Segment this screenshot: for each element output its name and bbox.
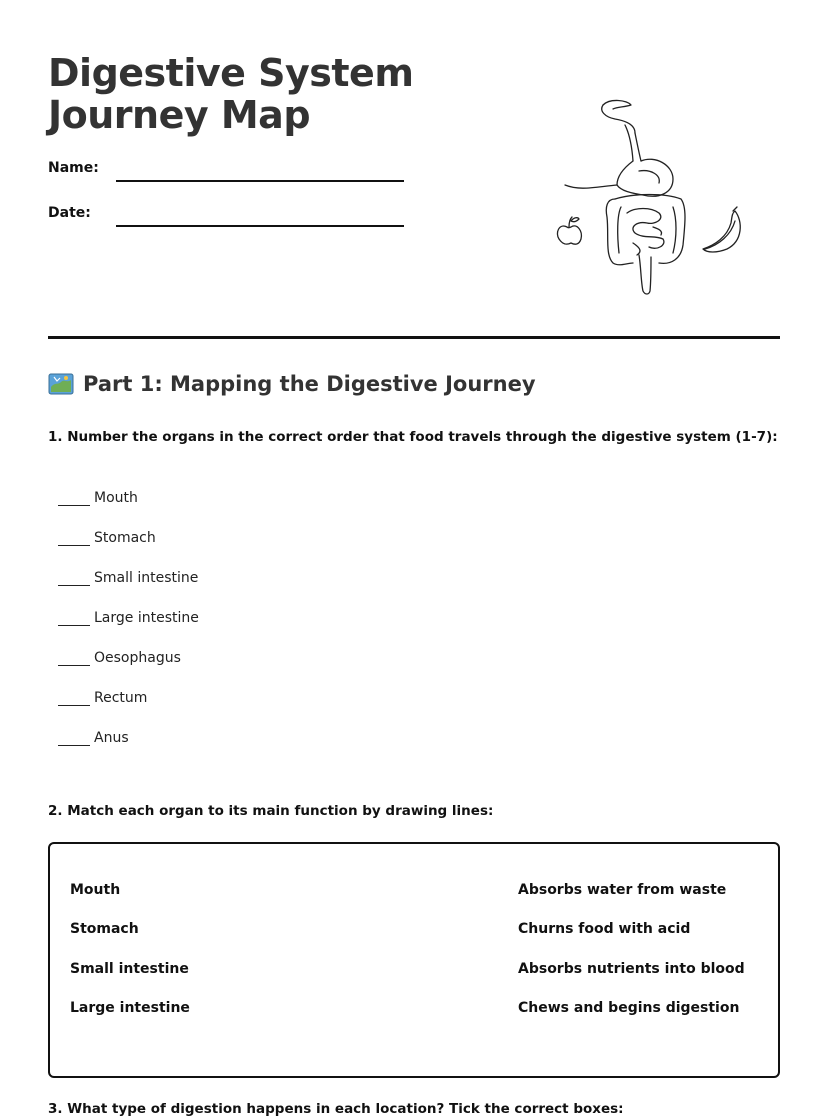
number-blank[interactable] [58,490,90,506]
number-blank[interactable] [58,570,90,586]
list-item [58,570,199,610]
organ-order-list [58,490,199,770]
question-3: 3. What type of digestion happens in each location? Tick the correct boxes: [48,1101,624,1117]
list-item [58,610,199,650]
organ-label: Oesophagus [94,650,181,666]
number-blank[interactable] [58,730,90,746]
list-item [58,530,199,570]
number-blank[interactable] [58,690,90,706]
organ-label: Mouth [94,490,138,506]
match-function: Absorbs nutrients into blood [518,960,745,977]
part1-heading-text: Part 1: Mapping the Digestive Journey [83,372,536,396]
organ-label: Large intestine [94,610,199,626]
part1-heading [48,372,536,396]
list-item [58,490,199,530]
name-label: Name: [48,160,99,176]
question-1: 1. Number the organs in the correct order that food travels through the digestive system (1-7): [48,429,778,445]
page-title [48,52,468,136]
title-line-2: Journey Map [48,93,311,137]
function-column [518,882,745,1039]
title-line-1: Digestive System [48,51,414,95]
date-field[interactable] [116,225,404,227]
match-organ: Large intestine [70,999,190,1016]
map-icon [48,373,74,395]
digestive-illustration [555,95,755,300]
organ-label: Small intestine [94,570,199,586]
list-item [58,730,199,770]
organ-label: Stomach [94,530,156,546]
header-divider [48,336,780,339]
list-item [58,690,199,730]
match-organ: Small intestine [70,960,189,977]
number-blank[interactable] [58,650,90,666]
date-label: Date: [48,205,91,221]
number-blank[interactable] [58,530,90,546]
digestive-system-icon [565,100,685,294]
matching-box [48,842,780,1078]
match-organ: Mouth [70,882,121,898]
banana-icon [703,207,740,252]
number-blank[interactable] [58,610,90,626]
match-organ: Stomach [70,921,139,938]
match-function: Churns food with acid [518,921,691,938]
list-item [58,650,199,690]
name-field[interactable] [116,180,404,182]
apple-icon [557,217,581,244]
organ-label: Anus [94,730,129,746]
match-function: Chews and begins digestion [518,999,740,1016]
organ-label: Rectum [94,690,148,706]
question-2: 2. Match each organ to its main function by drawing lines: [48,803,494,819]
organ-column [70,882,190,1039]
match-function: Absorbs water from waste [518,882,727,898]
